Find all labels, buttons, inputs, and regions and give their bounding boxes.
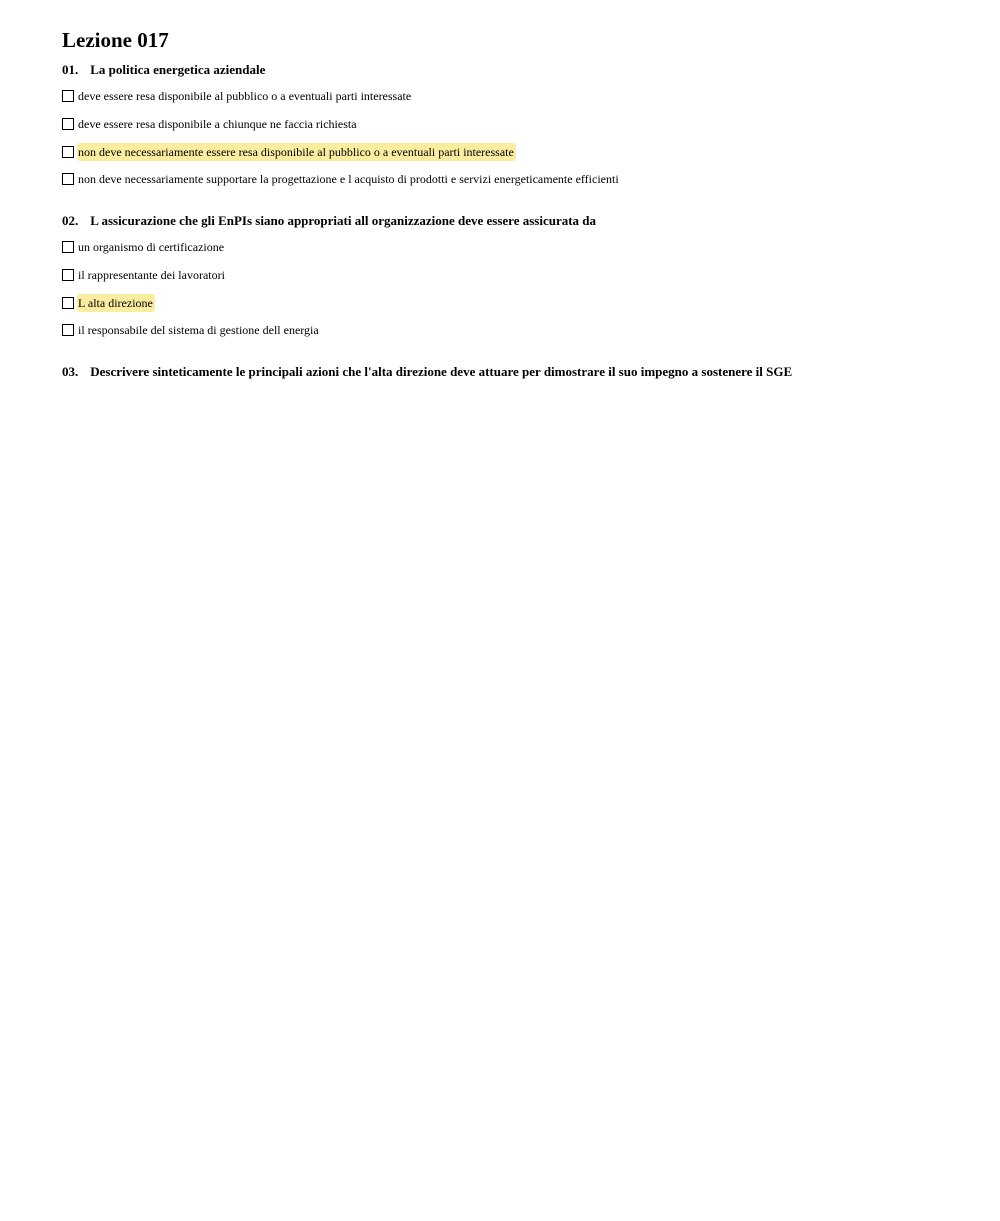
question-02 (62, 213, 596, 229)
question-03 (62, 364, 792, 380)
answer-option[interactable] (62, 238, 226, 256)
option-text: non deve necessariamente supportare la progettazione e l acquisto di prodotti e servizi energeticamente efficienti (78, 172, 619, 186)
lesson-title: Lezione 017 (62, 28, 169, 52)
question-text: L assicurazione che gli EnPIs siano appropriati all organizzazione deve essere assicurata da (90, 213, 597, 228)
option-text: un organismo di certificazione (78, 240, 225, 254)
question-number: 02. (62, 213, 79, 228)
checkbox[interactable] (62, 146, 74, 158)
checkbox[interactable] (62, 90, 74, 102)
question-text: Descrivere sinteticamente le principali azioni che l'alta direzione deve attuare per dimostrare il suo impegno a sostenere il SGE (90, 364, 793, 379)
answer-option[interactable] (62, 294, 155, 312)
checkbox[interactable] (62, 241, 74, 253)
answer-option[interactable] (62, 87, 413, 105)
checkbox[interactable] (62, 324, 74, 336)
option-text: il rappresentante dei lavoratori (78, 268, 225, 282)
answer-option[interactable] (62, 266, 227, 284)
answer-option[interactable] (62, 321, 321, 339)
checkbox[interactable] (62, 173, 74, 185)
checkbox[interactable] (62, 269, 74, 281)
question-01 (62, 62, 265, 78)
option-text-highlighted: non deve necessariamente essere resa disponibile al pubblico o a eventuali parti interessate (78, 145, 514, 159)
option-text: deve essere resa disponibile a chiunque ne faccia richiesta (78, 117, 357, 131)
question-number: 03. (62, 364, 79, 379)
option-text: deve essere resa disponibile al pubblico o a eventuali parti interessate (78, 89, 412, 103)
option-text: il responsabile del sistema di gestione dell energia (78, 323, 319, 337)
question-number: 01. (62, 62, 79, 77)
answer-option[interactable] (62, 143, 516, 161)
option-text-highlighted: L alta direzione (78, 296, 153, 310)
question-text: La politica energetica aziendale (90, 62, 266, 77)
answer-option[interactable] (62, 115, 359, 133)
checkbox[interactable] (62, 297, 74, 309)
checkbox[interactable] (62, 118, 74, 130)
answer-option[interactable] (62, 170, 621, 188)
